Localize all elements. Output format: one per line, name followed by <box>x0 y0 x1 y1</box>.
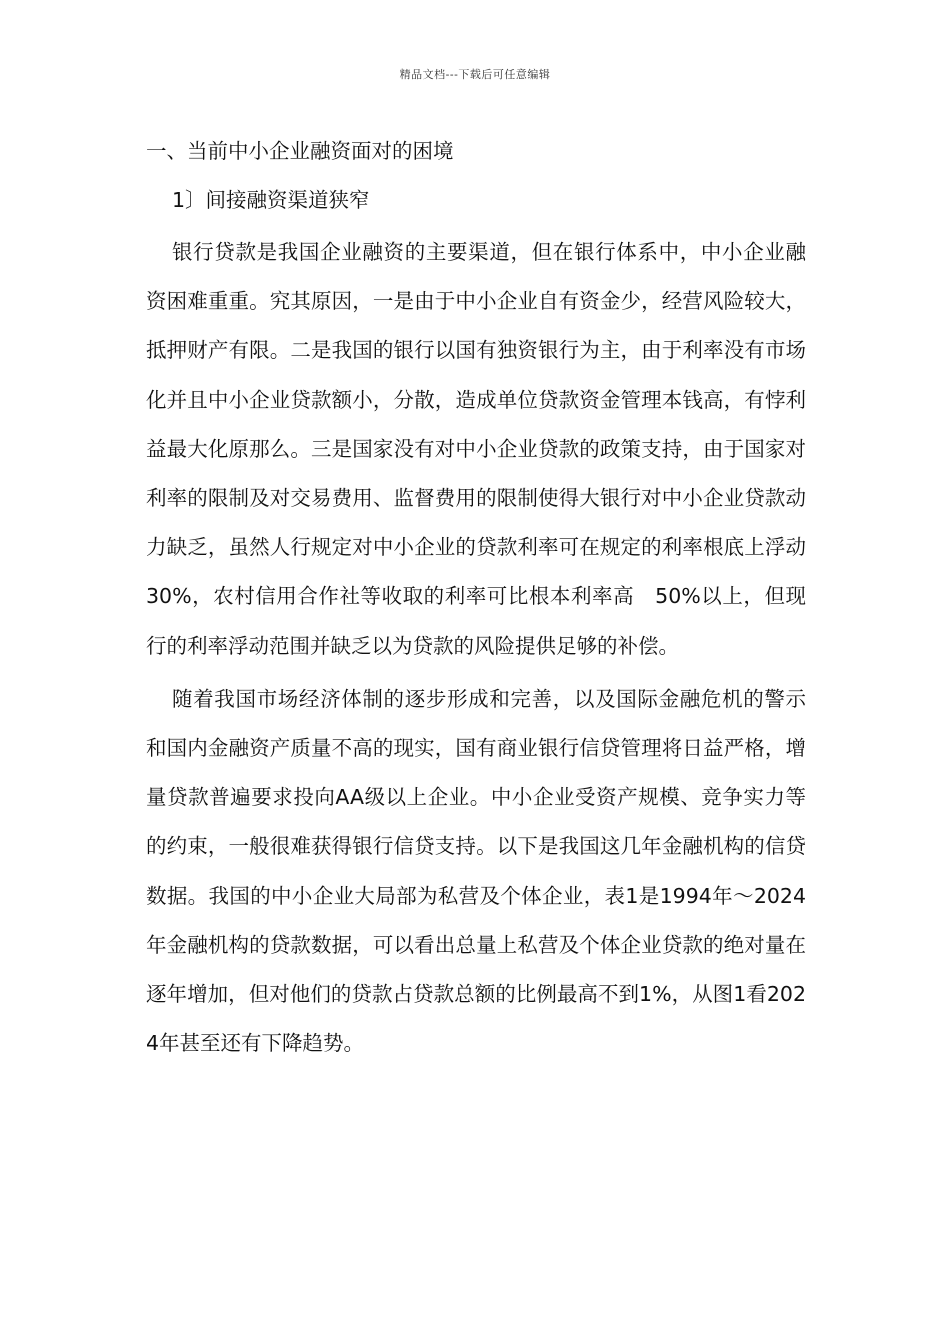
subsection-heading: 1〕间接融资渠道狭窄 <box>172 188 370 212</box>
paragraph-2: 随着我国市场经济体制的逐步形成和完善，以及国际金融危机的警示和国内金融资产质量不高的现实，国有商业银行信贷管理将日益严格，增量贷款普遍要求投向AA级以上企业。中小企业受资产规模、竞争实力等的约束，一般很难获得银行信贷支持。以下是我国这几年金融机构的信贷数据。我国的中小企业大局部为私营及个体企业，表1是1994年～2024年金融机构的贷款数据，可以看出总量上私营及个体企业贷款的绝对量在逐年增加，但对他们的贷款占贷款总额的比例最高不到1%，从图1看2024年甚至还有下降趋势。 <box>146 686 806 1056</box>
paragraph-1: 银行贷款是我国企业融资的主要渠道，但在银行体系中，中小企业融资困难重重。究其原因，一是由于中小企业自有资金少，经营风险较大，抵押财产有限。二是我国的银行以国有独资银行为主，由于利率没有市场化并且中小企业贷款额小，分散，造成单位贷款资金管理本钱高，有悖利益最大化原那么。三是国家没有对中小企业贷款的政策支持，由于国家对利率的限制及对交易费用、监督费用的限制使得大银行对中小企业贷款动力缺乏，虽然人行规定对中小企业的贷款利率可在规定的利率根底上浮动30%，农村信用合作社等收取的利率可比根本利率高 50%以上，但现行的利率浮动范围并缺乏以为贷款的风险提供足够的补偿。 <box>146 240 806 658</box>
section-heading: 一、当前中小企业融资面对的困境 <box>146 139 454 163</box>
document-body <box>146 132 806 1072</box>
page-header: 精品文档---下载后可任意编辑 <box>399 68 551 81</box>
